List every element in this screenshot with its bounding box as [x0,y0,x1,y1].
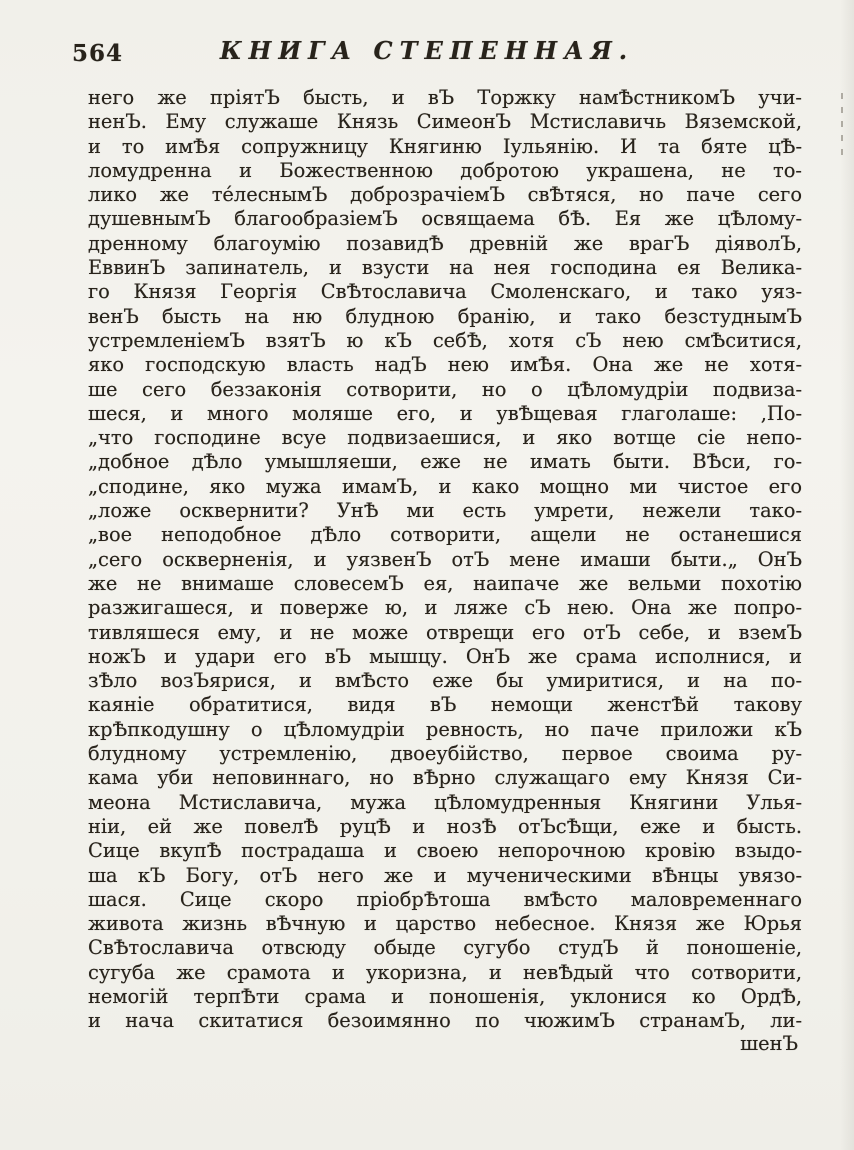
text-line: каяніе обратитися, видя вЪ немощи женстѢй такову [88,693,802,717]
text-line: СвѢтославича отвсюду обыде сугубо студЪ й поношеніе, [88,936,802,960]
text-line: ша кЪ Богу, отЪ него же и мученическими вѢнцы увязо- [88,863,802,887]
text-line: ножЪ и удари его вЪ мышцу. ОнЪ же срама исполнися, и [88,644,802,668]
text-line: го Князя Георгія СвѢтославича Смоленскаго, и тако уяз- [88,280,802,304]
text-line: ЕввинЪ запинатель, и взусти на нея господина ея Велика- [88,256,802,280]
running-title: КНИГА СТЕПЕННАЯ. [219,36,635,65]
text-line: душевнымЪ благообразіемЪ освящаема бѢ. Ея же цѢлому- [88,207,802,231]
text-line: „ложе осквернити? УнѢ ми есть умрети, нежели тако- [88,499,802,523]
text-line: Сице вкупѢ пострадаша и своею непорочною кровію взыдо- [88,839,802,863]
page-header [0,36,854,70]
catchword: шенЪ [740,1032,798,1055]
text-line: дренному благоумію позавидѢ древній же врагЪ діяволЪ, [88,231,802,255]
text-line: блудному устремленію, двоеубійство, первое своима ру- [88,742,802,766]
text-line: „сподине, яко мужа имамЪ, и како мощно ми чистое его [88,474,802,498]
text-line: крѢпкодушну о цѢломудріи ревность, но паче приложи кЪ [88,717,802,741]
text-line: зѢло возЪярися, и вмѢсто еже бы умиритися, и на по- [88,669,802,693]
text-line: сугуба же срамота и укоризна, и невѢдый что сотворити, [88,960,802,984]
text-line: ненЪ. Ему служаше Князь СимеонЪ Мстиславичь Вяземской, [88,110,802,134]
text-line: шася. Сице скоро пріобрѢтоша вмѢсто маловременнаго [88,887,802,911]
text-line: и то имѢя сопружницу Княгиню Іульянію. И та бяте цѢ- [88,134,802,158]
text-line: венЪ бысть на ню блудною бранію, и тако безстуднымЪ [88,304,802,328]
text-line: шеся, и много моляше его, и увѢщевая глаголаше: ,По- [88,401,802,425]
text-line: ше сего беззаконія сотворити, но о цѢломудріи подвиза- [88,377,802,401]
text-line: и нача скитатися безоимянно по чюжимЪ странамЪ, ли- [88,1009,802,1033]
body-text [88,86,802,1034]
text-line: яко господскую власть надЪ нею имѢя. Она же не хотя- [88,353,802,377]
text-line: разжигашеся, и поверже ю, и ляже сЪ нею. Она же попро- [88,596,802,620]
text-line: же не внимаше словесемЪ ея, наипаче же вельми похотію [88,571,802,595]
text-line: „добное дѢло умышляеши, еже не имать быти. ВѢси, го- [88,450,802,474]
text-line: кама уби неповиннаго, но вѢрно служащаго ему Князя Си- [88,766,802,790]
page-number: 564 [72,40,124,67]
text-line: тивляшеся ему, и не може отврещи его отЪ себе, и вземЪ [88,620,802,644]
text-line: устремленіемЪ взятЪ ю кЪ себѢ, хотя сЪ нею смѢситися, [88,328,802,352]
text-line: живота жизнь вѢчную и царство небесное. Князя же Юрья [88,912,802,936]
text-line: „вое неподобное дѢло сотворити, ащели не останешися [88,523,802,547]
text-line: „что господине всуе подвизаешися, и яко вотще сіе непо- [88,426,802,450]
text-line: него же пріятЪ бысть, и вЪ Торжку намѢстникомЪ учи- [88,86,802,109]
page-edge-shade [840,0,854,1150]
text-line: меона Мстиславича, мужа цѢломудренныя Княгини Улья- [88,790,802,814]
text-line: лико же те́леснымЪ доброзрачіемЪ свѢтяся, но паче сего [88,183,802,207]
text-line: „сего оскверненія, и уязвенЪ отЪ мене имаши быти.„ ОнЪ [88,547,802,571]
text-line: ніи, ей же повелѢ руцѢ и нозѢ отЪсѢщи, еже и бысть. [88,814,802,838]
text-line: немогій терпѢти срама и поношенія, уклонися ко ОрдѢ, [88,984,802,1008]
text-line: ломудренна и Божественною добротою украшена, не то- [88,158,802,182]
